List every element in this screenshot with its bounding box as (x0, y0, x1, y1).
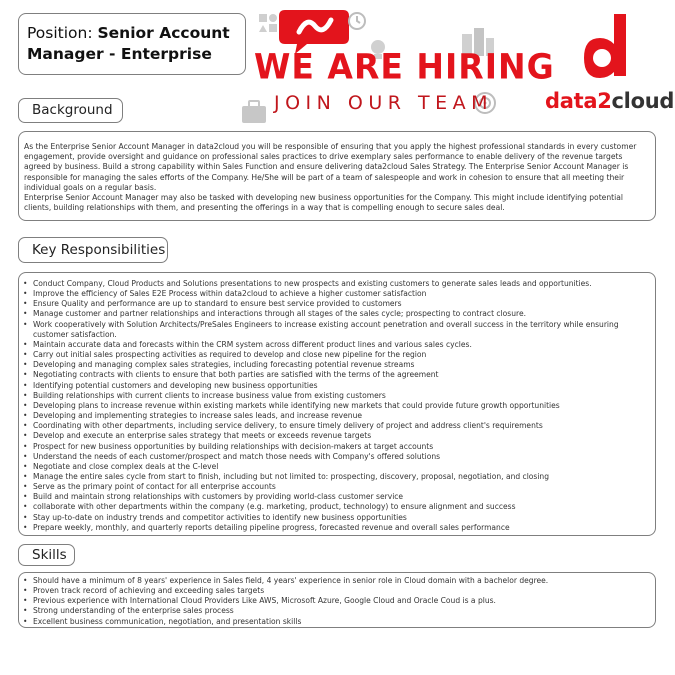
shapes-icon (257, 12, 279, 34)
list-item: • Serve as the primary point of contact for all enterprise accounts (21, 482, 650, 492)
brand-name (545, 89, 674, 113)
list-item: • Manage customer and partner relationships and interactions through all stages of the sales cycle; prospecting to contract closure. (21, 309, 650, 319)
position-label: Position: (27, 24, 98, 42)
list-item: • Prospect for new business opportunities by building relationships with decision-makers at target accounts (21, 442, 650, 452)
clock-icon (346, 9, 368, 31)
list-item: • Developing and implementing strategies to increase sales leads, and increase revenue (21, 411, 650, 421)
list-item: • Work cooperatively with Solution Architects/PreSales Engineers to increase existing account penetration and overall success in the territory while ensuring customer satisfaction. (21, 320, 650, 340)
list-item: • Developing plans to increase revenue within existing markets while identifying new markets that could provide future growth opportunities (21, 401, 650, 411)
brand-name-part2: cloud (611, 89, 675, 113)
briefcase-icon (240, 99, 268, 125)
list-item: • Develop and execute an enterprise sales strategy that meets or exceeds revenue targets (21, 431, 650, 441)
join-subline: JOIN OUR TEAM (274, 92, 494, 114)
skills-list (21, 576, 650, 627)
list-item: • collaborate with other departments within the company (e.g. marketing, product, technology) to ensure alignment and success (21, 502, 650, 512)
list-item: • Identifying potential customers and developing new business opportunities (21, 381, 650, 391)
position-box (18, 13, 246, 75)
list-item: • Coordinating with other departments, including service delivery, to ensure timely delivery of project and address client's requirements (21, 421, 650, 431)
hiring-headline: WE ARE HIRING (254, 46, 555, 87)
list-item: • Improve the efficiency of Sales E2E Process within data2cloud to achieve a higher customer satisfaction (21, 289, 650, 299)
list-item: • Excellent business communication, negotiation, and presentation skills (21, 617, 650, 627)
list-item: • Build and maintain strong relationships with customers by providing world-class customer service (21, 492, 650, 502)
position-title: Senior Account Manager - Enterprise (27, 24, 230, 63)
list-item: • Understand the needs of each customer/prospect and match those needs with Company's offered solutions (21, 452, 650, 462)
background-paragraph: Enterprise Senior Account Manager may also be tasked with developing new business opportunities for the Company. This might include identifying potential clients, building relationships with them, and presenting the offerings in a way that is compelling enough to secure sales deal. (24, 193, 624, 213)
responsibilities-header: Key Responsibilities (18, 237, 168, 263)
list-item: • Prepare weekly, monthly, and quarterly reports detailing pipeline progress, forecasted revenue and overall sales performance (21, 523, 650, 533)
list-item: • Previous experience with International Cloud Providers Like AWS, Microsoft Azure, Google Cloud and Oracle Coud is a plus. (21, 596, 650, 606)
list-item: • Stay up-to-date on industry trends and competitor activities to identify new business opportunities (21, 513, 650, 523)
list-item: • Negotiate and close complex deals at the C-level (21, 462, 650, 472)
list-item: • Maintain accurate data and forecasts within the CRM system across different product lines and various sales cycles. (21, 340, 650, 350)
list-item: • Developing and managing complex sales strategies, including forecasting potential revenue streams (21, 360, 650, 370)
list-item: • Proven track record of achieving and exceeding sales targets (21, 586, 650, 596)
list-item: • Carry out initial sales prospecting activities as required to develop and close new pipeline for the region (21, 350, 650, 360)
skills-content (18, 572, 656, 628)
brand-name-part1: data2 (545, 89, 612, 113)
background-header: Background (18, 98, 123, 123)
list-item: • Strong understanding of the enterprise sales process (21, 606, 650, 616)
list-item: • Manage the entire sales cycle from start to finish, including but not limited to: prospecting, discovery, proposal, negotiation, and closing (21, 472, 650, 482)
list-item: • Should have a minimum of 8 years' experience in Sales field, 4 years' experience in senior role in Cloud domain with a bachelor degree. (21, 576, 650, 586)
data2cloud-logo-icon (580, 10, 632, 84)
skills-header: Skills (18, 544, 75, 566)
responsibilities-list (21, 279, 650, 533)
background-paragraph: As the Enterprise Senior Account Manager in data2cloud you will be responsible of ensuring that you apply the highest professional standards in every customer engagement, provide oversight and guidance on professional sales practices to drive exemplary sales performance to enable delivery of the revenue targets agreed by business. Build a strong capability within Sales Function and ensure delivering data2cloud Sales Strategy. The Enterprise Senior Account Manager is responsible for managing the sales efforts of the Company. He/She will be part of a team of salespeople and work in cohesion to ensure that all meeting their individual goals on a regular basis. (24, 142, 637, 192)
background-content (18, 131, 656, 221)
responsibilities-content (18, 272, 656, 536)
list-item: • Ensure Quality and performance are up to standard to ensure best service provided to customers (21, 299, 650, 309)
list-item: • Negotiating contracts with clients to ensure that both parties are satisfied with the terms of the agreement (21, 370, 650, 380)
list-item: • Conduct Company, Cloud Products and Solutions presentations to new prospects and existing customers to generate sales leads and opportunities. (21, 279, 650, 289)
list-item: • Building relationships with current clients to increase business value from existing customers (21, 391, 650, 401)
